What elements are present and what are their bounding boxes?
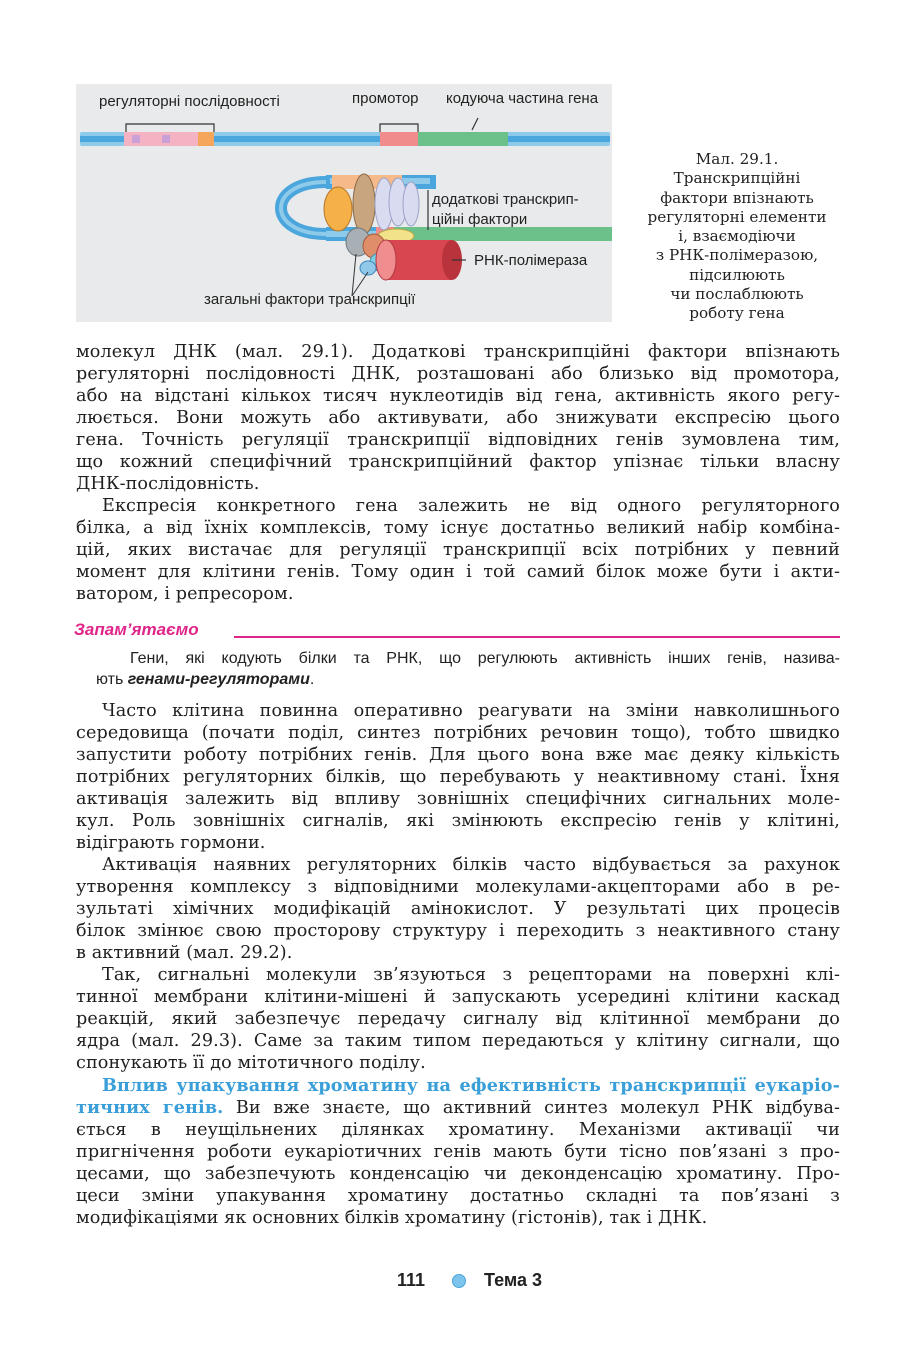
caption-line: підсилюють — [689, 265, 785, 284]
general-pointer-1 — [352, 254, 356, 296]
text-line: середовища (почати поділ, синтез потрібних речовин тощо), тобто швидко — [76, 723, 840, 743]
text-line: гена. Точність регуляції транскрипції відповідних генів зумовлена тим, — [76, 430, 840, 450]
text-line: білок змінює свою просторову структуру і переходить з неактивного стану — [76, 921, 840, 941]
promoter-bracket — [380, 124, 418, 132]
text-line: Активація наявних регуляторних білків часто відбувається за рахунок — [102, 855, 840, 875]
text-line: зультаті хімічних модифікацій амінокислот. У результаті цих процесів — [76, 899, 840, 919]
text-line: молекул ДНК (мал. 29.1). Додаткові транскрипційні фактори впізнають — [76, 342, 840, 362]
remember-section — [74, 620, 840, 642]
topic-label: Тема 3 — [484, 1270, 542, 1290]
regulatory-bracket — [126, 124, 214, 132]
caption-line: і, взаємодіючи — [678, 227, 796, 246]
text-line: ядра (мал. 29.3). Саме за таким типом передаються у клітину сигнали, що — [76, 1031, 840, 1051]
text-line: спонукають її до мітотичного поділу. — [76, 1053, 426, 1073]
text-line: модифікаціями як основних білків хроматину (гістонів), так і ДНК. — [76, 1208, 708, 1228]
text-line-rest: Ви вже знаєте, що активний синтез молекул РНК відбува- — [223, 1098, 840, 1118]
remember-prefix: ють — [96, 671, 128, 688]
text-line: в активний (мал. 29.2). — [76, 943, 293, 963]
paragraph-5 — [76, 964, 840, 1074]
remember-suffix: . — [309, 671, 315, 688]
text-line: цій, яких вистачає для регуляції транскрипції всіх потрібних у певний — [76, 540, 840, 560]
text-line: білка, а від їхніх комплексів, тому існує достатньо великий набір комбіна- — [76, 518, 840, 538]
caption-line: Мал. 29.1. — [695, 150, 779, 168]
text-line: Часто клітина повинна оперативно реагувати на зміни навколишнього — [102, 701, 840, 721]
text-line: відіграють гормони. — [76, 833, 266, 853]
remember-line — [96, 669, 840, 690]
text-line: потрібних регуляторних білків, що перебувають у неактивному стані. Їхня — [76, 767, 840, 787]
label-promoter: промотор — [352, 90, 419, 107]
section-heading-end: тичних генів. — [76, 1097, 224, 1118]
remember-body — [96, 648, 840, 690]
rna-polymerase — [376, 240, 462, 280]
text-line: регуляторні послідовності ДНК, розташовані або близько від промотора, — [76, 364, 840, 384]
coding-pointer — [472, 118, 478, 130]
text-line: реакцій, який забезпечує передачу сигналу від клітинної мембрани до — [76, 1009, 840, 1029]
paragraph-6 — [76, 1075, 840, 1229]
figure-caption — [626, 150, 848, 324]
text-line: цеси зміни упакування хроматину достатньо складні та пов’язані з — [76, 1186, 840, 1206]
text-line: Так, сигнальні молекули зв’язуються з рецепторами на поверхні клі- — [102, 965, 840, 985]
text-line: або на відстані кількох тисяч нуклеотидів від гена, активність якого регу- — [76, 386, 840, 406]
text-line: ДНК-послідовність. — [76, 474, 260, 494]
caption-line: роботу гена — [689, 304, 785, 323]
bullet-dot-icon — [452, 1274, 466, 1288]
text-line — [76, 1097, 840, 1119]
caption-line: чи послаблюють — [670, 285, 804, 304]
caption-line: фактори впізнають — [660, 188, 814, 207]
text-line: ватором, і репресором. — [76, 584, 294, 604]
remember-title: Запам’ятаємо — [74, 620, 199, 639]
caption-line: з РНК-полімеразою, — [655, 246, 819, 265]
text-line: активація залежить від впливу зовнішніх специфічних сигнальних моле- — [76, 789, 840, 809]
text-line: люється. Вони можуть або активувати, або знижувати експресію цього — [76, 408, 840, 428]
label-additional-factors-1: додаткові транскрип- — [432, 191, 579, 208]
paragraph-4 — [76, 854, 840, 964]
text-line: момент для клітини генів. Тому один і той самий білок може бути і акти- — [76, 562, 840, 582]
figure-panel — [76, 84, 612, 322]
text-line: що кожний специфічний транскрипційний фактор упізнає тільки власну — [76, 452, 840, 472]
page-footer — [0, 1268, 918, 1294]
text-line: ється в неущільнених ділянках хроматину. Механізми активації чи — [76, 1120, 840, 1140]
remember-rule — [234, 636, 840, 638]
promoter-segment — [380, 132, 418, 146]
label-coding-part: кодуюча частина гена — [446, 90, 599, 107]
coding-segment — [418, 132, 508, 146]
label-general-factors: загальні фактори транскрипції — [204, 291, 416, 308]
page-number: 111 — [397, 1270, 426, 1290]
text-line: пригнічення роботи еукаріотичних генів мають бути тісно пов’язані з про- — [76, 1142, 840, 1162]
paragraph-3 — [76, 700, 840, 854]
text-line: кул. Роль зовнішніх сигналів, які змінюють експресію генів у клітині, — [76, 811, 840, 831]
remember-line: Гени, які кодують білки та РНК, що регулюють активність інших генів, назива- — [130, 650, 840, 667]
remember-term: генами-регуляторами — [127, 671, 310, 688]
text-line: утворення комплексу з відповідними молекулами-акцепторами або в ре- — [76, 877, 840, 897]
section-heading: Вплив упакування хроматину на ефективність транскрипції еукаріо- — [102, 1075, 840, 1096]
text-line: тинної мембрани клітини-мішені й запускають усередині клітини каскад — [76, 987, 840, 1007]
text-line: цесами, що забезпечують конденсацію чи деконденсацію хроматину. Про- — [76, 1164, 840, 1184]
label-rna-polymerase: РНК-полімераза — [474, 252, 588, 269]
caption-line: Транскрипційні — [673, 169, 801, 188]
label-regulatory-sequences: регуляторні послідовності — [99, 93, 280, 110]
dna-strand-top — [80, 132, 610, 146]
text-line: запустити роботу потрібних генів. Для цього вона вже має деяку кількість — [76, 745, 840, 765]
caption-line: регуляторні елементи — [647, 207, 827, 226]
label-additional-factors-2: ційні фактори — [432, 211, 528, 228]
paragraph-1 — [76, 341, 840, 495]
paragraph-2 — [76, 495, 840, 605]
text-line: Експресія конкретного гена залежить не від одного регуляторного — [102, 496, 840, 516]
